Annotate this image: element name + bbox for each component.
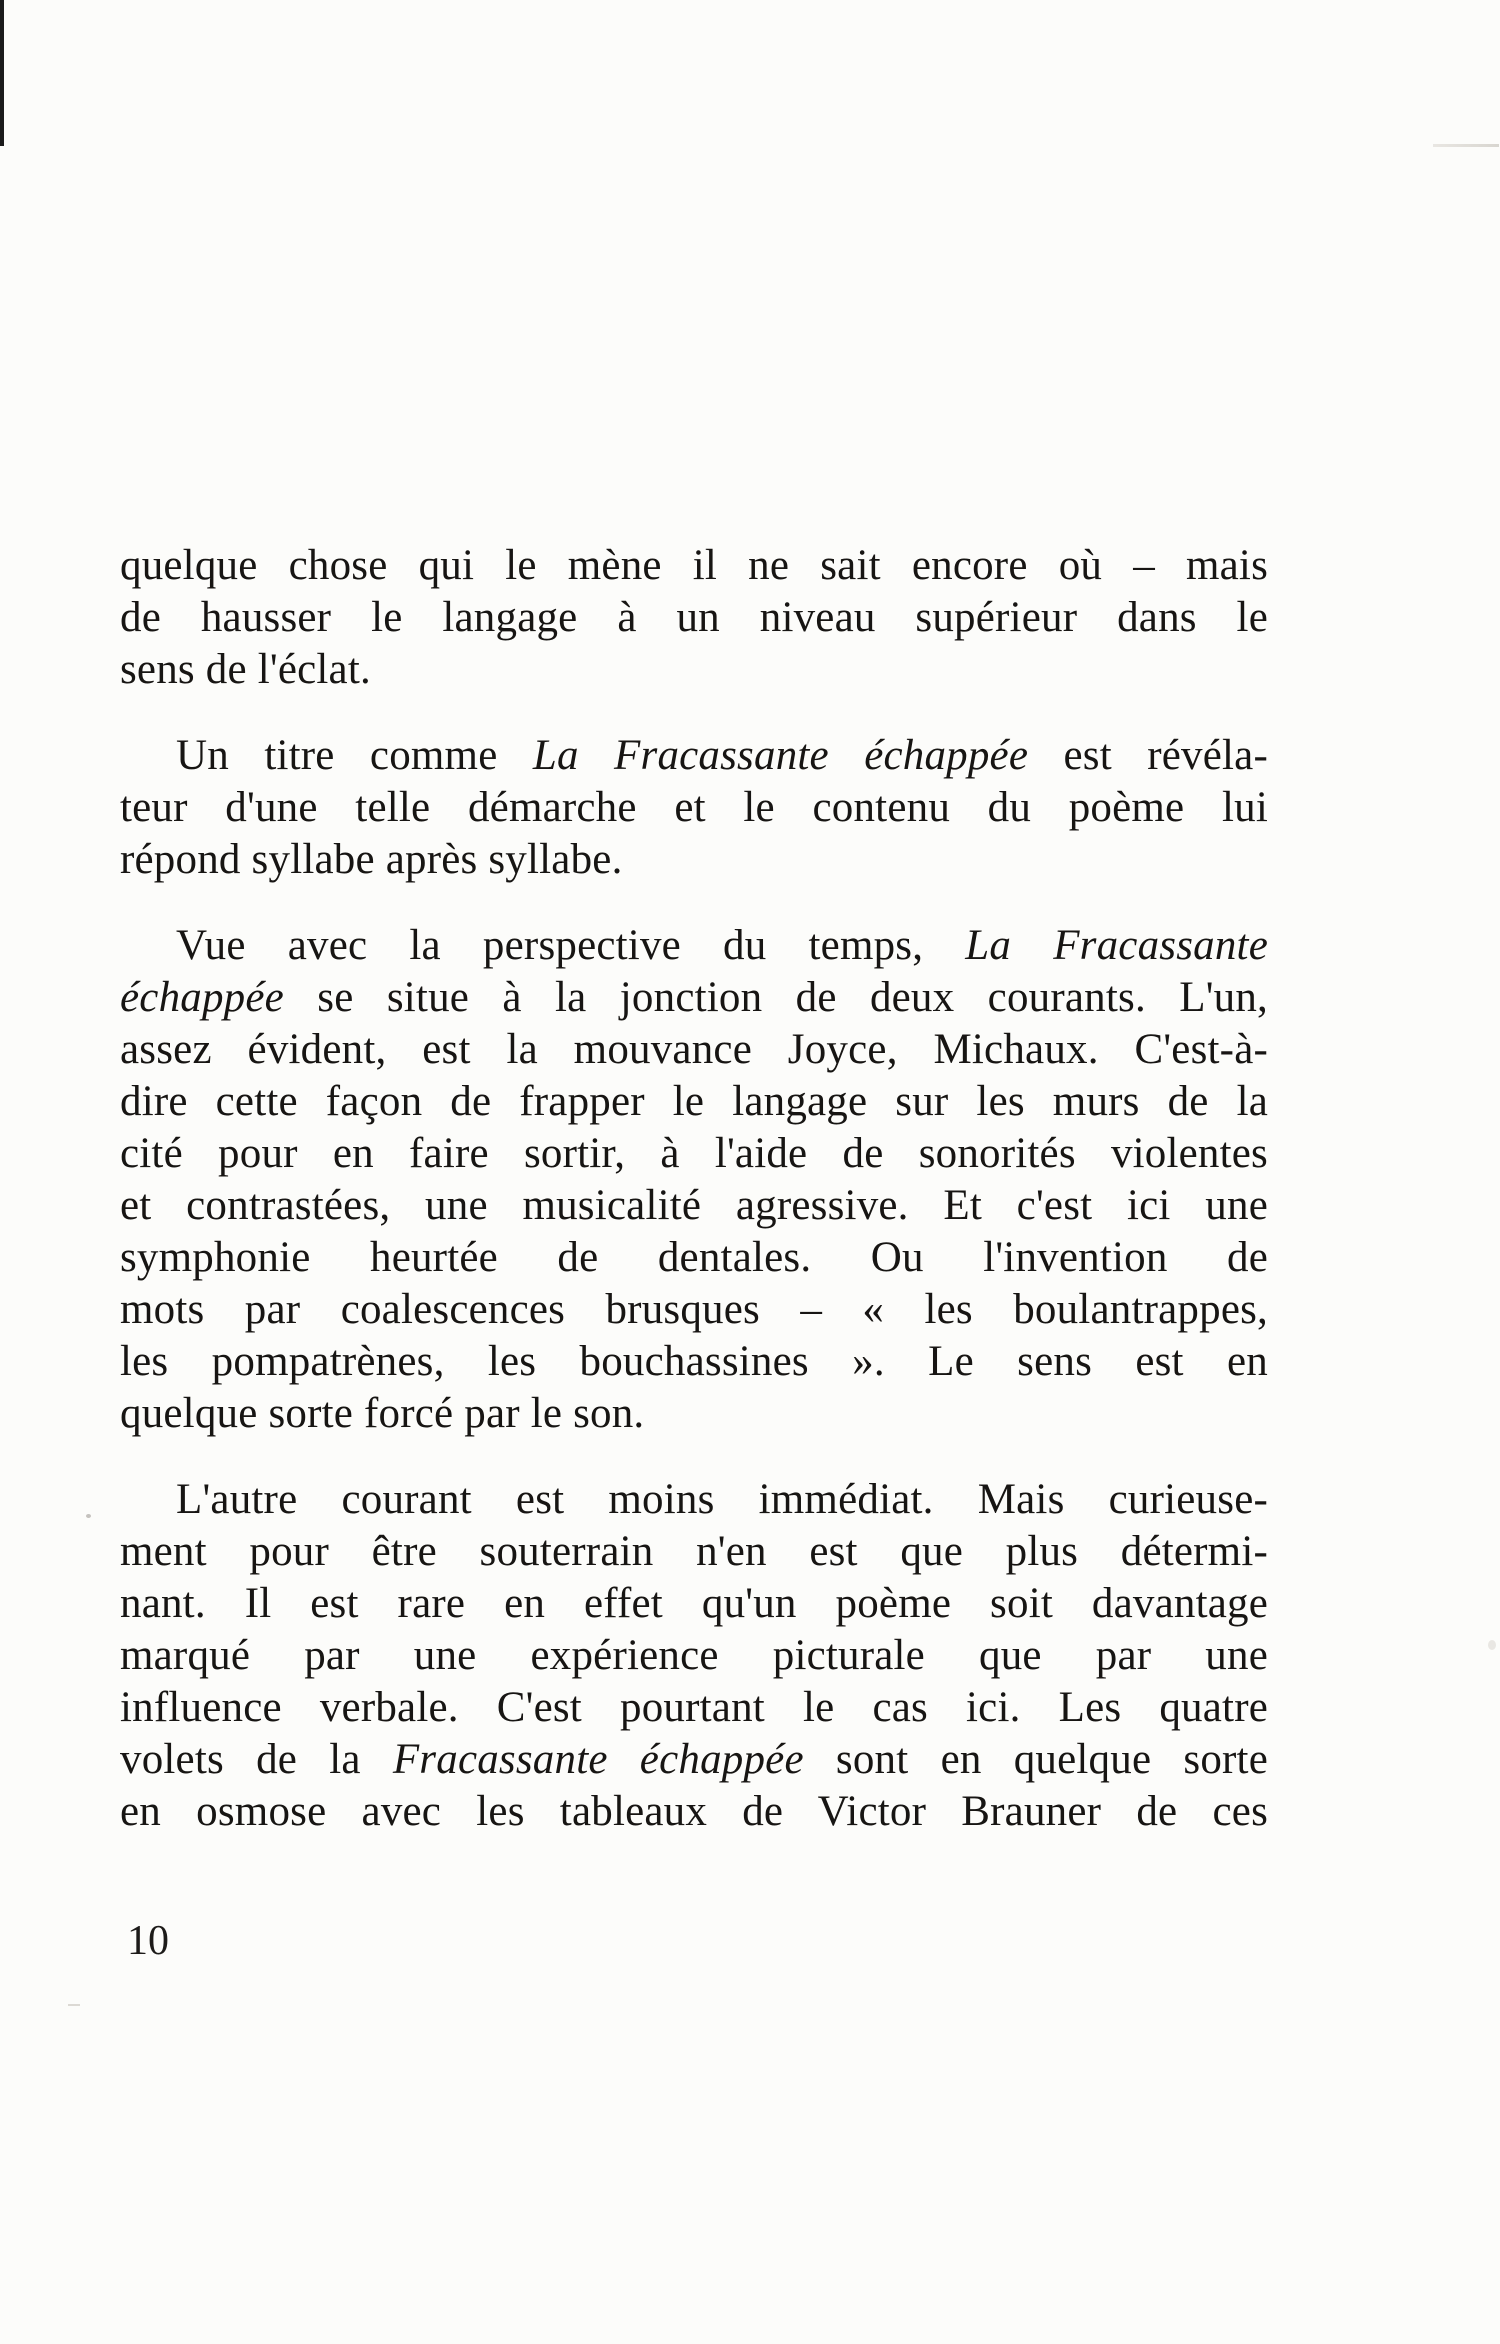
body-text: Vue avec la perspective du temps, <box>176 922 966 969</box>
text-line <box>120 1682 1268 1734</box>
body-text: mots par coalescences brusques – « les boulantrappes, <box>120 1286 1268 1333</box>
text-line <box>120 782 1268 834</box>
body-text: nant. Il est rare en effet qu'un poème soit davantage <box>120 1580 1268 1627</box>
text-line <box>120 1180 1268 1232</box>
body-text: L'autre courant est moins immédiat. Mais curieuse- <box>176 1476 1268 1523</box>
text-line <box>120 1284 1268 1336</box>
text-line <box>120 540 1268 592</box>
text-line <box>120 1388 1268 1440</box>
body-text: assez évident, est la mouvance Joyce, Michaux. C'est-à- <box>120 1026 1268 1073</box>
italic-title-text: La Fracassante échappée <box>532 732 1029 779</box>
text-line <box>120 1128 1268 1180</box>
text-line <box>120 730 1268 782</box>
body-text: teur d'une telle démarche et le contenu du poème lui <box>120 784 1268 831</box>
body-text: se situe à la jonction de deux courants. L'un, <box>283 974 1268 1021</box>
paragraph <box>120 540 1268 696</box>
text-line <box>120 592 1268 644</box>
body-text: répond syllabe après syllabe. <box>120 836 623 883</box>
binding-shadow-bar <box>0 0 4 146</box>
text-line <box>120 1024 1268 1076</box>
text-line <box>120 1578 1268 1630</box>
italic-title-text: échappée <box>120 974 284 1021</box>
text-line <box>120 644 1268 696</box>
text-line <box>120 972 1268 1024</box>
text-block <box>120 540 1268 1838</box>
body-text: de hausser le langage à un niveau supérieur dans le <box>120 594 1268 641</box>
body-text: cité pour en faire sortir, à l'aide de sonorités violentes <box>120 1130 1268 1177</box>
text-line <box>120 1474 1268 1526</box>
body-text: ment pour être souterrain n'en est que plus détermi- <box>120 1528 1268 1575</box>
paragraph <box>120 1474 1268 1838</box>
body-text: quelque sorte forcé par le son. <box>120 1390 645 1437</box>
text-line <box>120 920 1268 972</box>
italic-title-text: Fracassante échappée <box>392 1736 804 1783</box>
scan-smudge <box>1488 1640 1496 1650</box>
body-text: volets de la <box>120 1736 393 1783</box>
body-text: les pompatrènes, les bouchassines ». Le sens est en <box>120 1338 1268 1385</box>
paragraph <box>120 730 1268 886</box>
text-line <box>120 834 1268 886</box>
body-text: sont en quelque sorte <box>803 1736 1268 1783</box>
paragraph <box>120 920 1268 1440</box>
text-line <box>120 1336 1268 1388</box>
text-line <box>120 1630 1268 1682</box>
page-number: 10 <box>127 1918 169 1964</box>
scan-dot <box>86 1514 91 1518</box>
body-text: Un titre comme <box>176 732 533 779</box>
text-line <box>120 1526 1268 1578</box>
text-line <box>120 1232 1268 1284</box>
body-text: marqué par une expérience picturale que par une <box>120 1632 1268 1679</box>
text-line <box>120 1076 1268 1128</box>
body-text: et contrastées, une musicalité agressive. Et c'est ici une <box>120 1182 1268 1229</box>
scan-dash <box>68 2004 80 2006</box>
body-text: symphonie heurtée de dentales. Ou l'invention de <box>120 1234 1268 1281</box>
body-text: est révéla- <box>1028 732 1268 779</box>
text-line <box>120 1734 1268 1786</box>
italic-title-text: La Fracassante <box>965 922 1268 969</box>
body-text: en osmose avec les tableaux de Victor Brauner de ces <box>120 1788 1268 1835</box>
scan-streak <box>1433 144 1499 147</box>
body-text: influence verbale. C'est pourtant le cas ici. Les quatre <box>120 1684 1268 1731</box>
body-text: dire cette façon de frapper le langage sur les murs de la <box>120 1078 1268 1125</box>
text-line <box>120 1786 1268 1838</box>
body-text: sens de l'éclat. <box>120 646 371 693</box>
body-text: quelque chose qui le mène il ne sait encore où – mais <box>120 542 1268 589</box>
